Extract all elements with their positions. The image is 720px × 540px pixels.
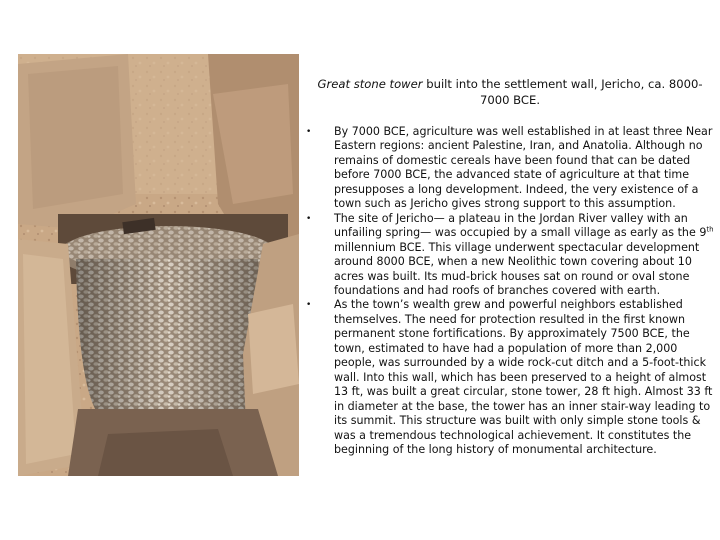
bullet-text-fortifications: As the town’s wealth grew and powerful neighbors established themselves. The need for protection resulted in the first known permanent stone fortifications. By approximately 7500 BCE, the town, estimated to have had a population of more than 2,000 people, was surrounded by a wide rock-cut ditch and a 5-foot-thick wall. Into this wall, which has been preserved to a height of almost 13 ft, was built a great circular, stone tower, 28 ft high. Almost 33 ft in diameter at the base, the tower has an inner stair-way leading to its summit. This structure was built with only simple stone tools & was a tremendous technological achievement. It constitutes the beginning of the long history of monumental architecture. — [334, 298, 713, 456]
caption-text: built into the settlement wall, Jericho, ca. 8000-7000 BCE. — [422, 77, 703, 107]
bullet-item — [306, 298, 714, 457]
bullet-glyph: • — [306, 127, 312, 137]
jericho-tower-photo — [18, 54, 299, 476]
bullet-text-site-b: millennium BCE. This village underwent spectacular development around 8000 BCE, when a new Neolithic town covering about 10 acres was built. Its mud-brick houses sat on round or oval stone foundations and had roofs of branches covered with earth. — [334, 240, 700, 297]
bullet-text-site — [334, 212, 714, 297]
bullet-glyph: • — [306, 213, 312, 224]
caption-italic: Great stone tower — [317, 77, 423, 91]
ordinal-suffix: th — [706, 225, 714, 234]
photo-caption — [308, 76, 712, 108]
bullet-text-site-a: The site of Jericho— a plateau in the Jordan River valley with an unfailing spring— was occupied by a small village as early as the 9 — [334, 211, 707, 240]
bullet-text-agriculture: By 7000 BCE, agriculture was well established in at least three Near Eastern regions: ancient Palestine, Iran, and Anatolia. Although no remains of domestic cereals have been found that can be dated before 7000 BCE, the advanced state of agriculture at that time presupposes a long development. Indeed, the very existence of a town such as Jericho gives strong support to this assumption. — [334, 125, 713, 211]
bullet-glyph: • — [306, 300, 312, 311]
bullet-list — [306, 125, 714, 457]
bullet-item — [306, 212, 714, 299]
bullet-item — [306, 125, 714, 212]
